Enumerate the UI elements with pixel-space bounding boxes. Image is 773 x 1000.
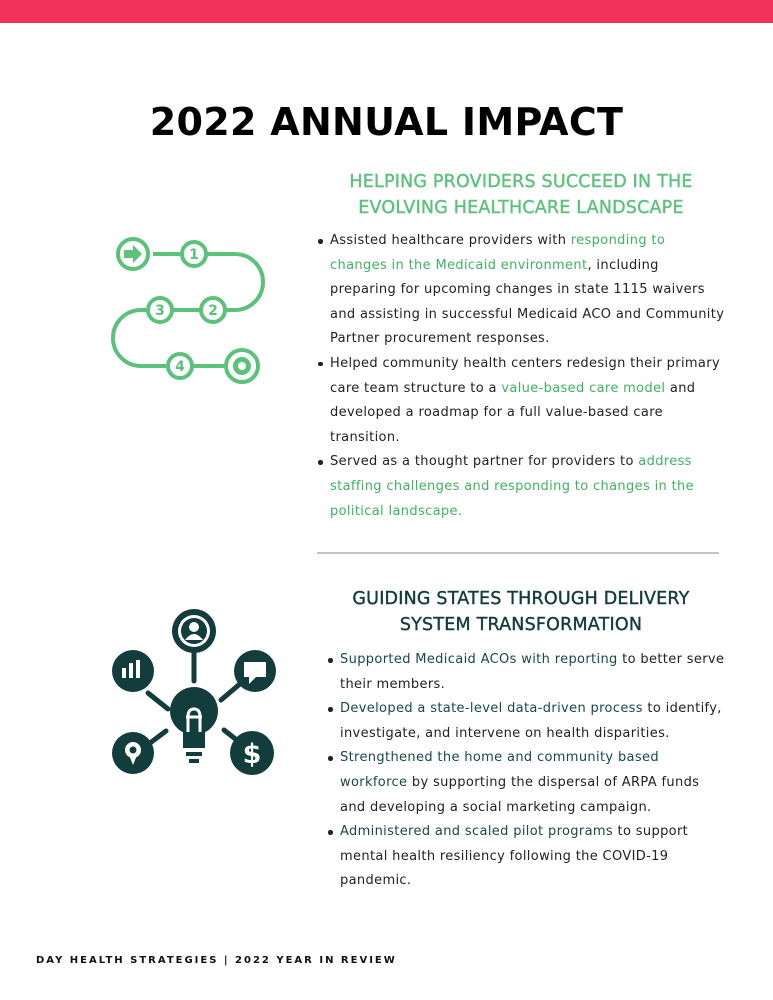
roadmap-steps-icon bbox=[105, 228, 275, 393]
bullet-text: Served as a thought partner for providers to bbox=[330, 454, 639, 470]
bullet-item bbox=[330, 229, 726, 352]
section-heading: HELPING PROVIDERS SUCCEED IN THE EVOLVING HEALTHCARE LANDSCAPE bbox=[349, 172, 693, 218]
bullet-highlight: Strengthened the home and community based workforce bbox=[340, 750, 659, 790]
bullet-text: by supporting the dispersal of ARPA funds and developing a social marketing campaign. bbox=[340, 774, 700, 815]
bullet-text: to better serve their members. bbox=[340, 652, 725, 692]
section-heading: GUIDING STATES THROUGH DELIVERY SYSTEM TRANSFORMATION bbox=[352, 589, 690, 635]
bullet-highlight: value-based care model bbox=[501, 380, 666, 396]
bullet-item bbox=[330, 450, 726, 524]
bullet-highlight: Developed a state-level data-driven process bbox=[340, 701, 643, 717]
bullet-item bbox=[340, 746, 726, 820]
step-2-label: 2 bbox=[208, 303, 218, 319]
bullet-highlight: Administered and scaled pilot programs bbox=[340, 824, 614, 840]
bullet-item bbox=[340, 820, 726, 894]
top-accent-bar bbox=[0, 0, 773, 23]
lightbulb-network-icon bbox=[100, 605, 290, 780]
states-section bbox=[316, 586, 726, 894]
bullet-item bbox=[340, 648, 726, 697]
bullet-list bbox=[316, 648, 726, 894]
bullet-item bbox=[330, 352, 726, 450]
bullet-text: to identify, investigate, and intervene on health disparities. bbox=[340, 701, 722, 741]
bullet-text: Helped community health centers redesign their primary care team structure to a bbox=[330, 355, 720, 396]
section-divider bbox=[317, 552, 719, 554]
bullet-highlight: address staffing challenges and responding to changes in the political landscape. bbox=[330, 454, 694, 519]
step-4-label: 4 bbox=[175, 359, 185, 375]
step-3-label: 3 bbox=[155, 303, 165, 319]
bullet-text: and developed a roadmap for a full value-based care transition. bbox=[330, 380, 696, 445]
bullet-text: , including preparing for upcoming changes in state 1115 waivers and assisting in successful Medicaid ACO and Community Partner procurement responses. bbox=[330, 257, 725, 347]
step-1-label: 1 bbox=[189, 247, 199, 263]
bullet-list bbox=[316, 229, 726, 524]
svg-text:$: $ bbox=[242, 739, 262, 770]
bullet-highlight: responding to changes in the Medicaid environment bbox=[330, 233, 666, 273]
providers-section bbox=[316, 169, 726, 524]
bullet-text: to support mental health resiliency following the COVID-19 pandemic. bbox=[340, 824, 689, 889]
page-title: 2022 ANNUAL IMPACT bbox=[149, 100, 624, 144]
bullet-item bbox=[340, 697, 726, 746]
bullet-text: Assisted healthcare providers with bbox=[330, 233, 571, 248]
bullet-highlight: Supported Medicaid ACOs with reporting bbox=[340, 652, 618, 667]
footer-text: DAY HEALTH STRATEGIES | 2022 YEAR IN REVIEW bbox=[36, 955, 397, 966]
